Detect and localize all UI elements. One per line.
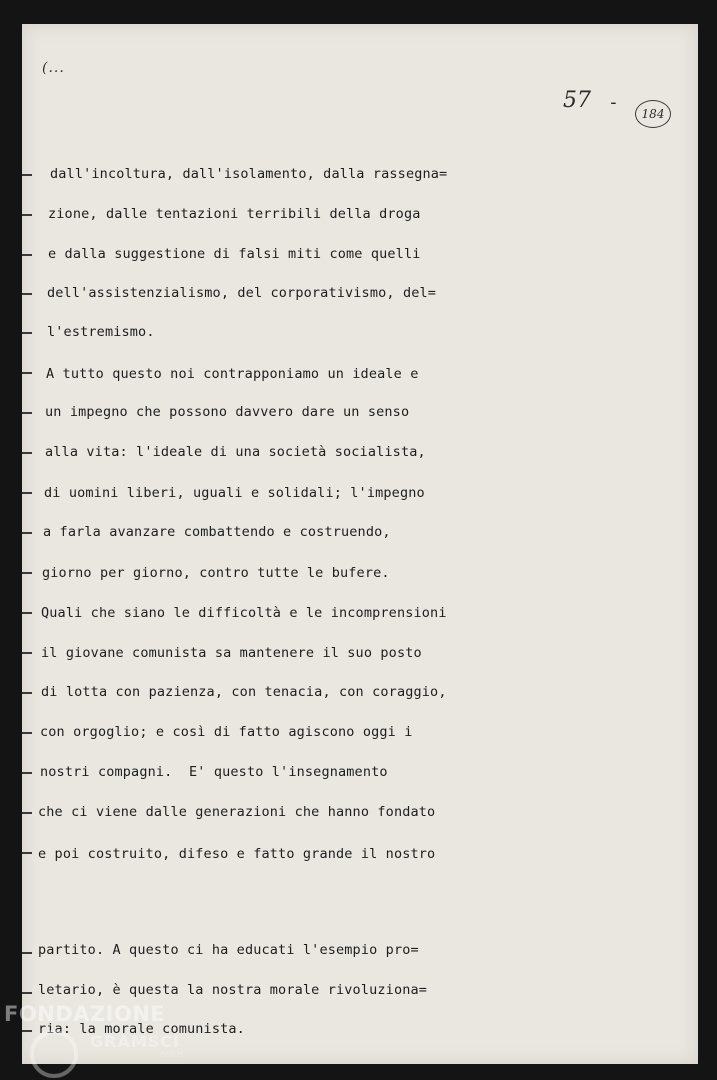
margin-tick [22,532,32,534]
text-line: alla vita: l'ideale di una società socialista, [45,444,426,460]
margin-tick [22,412,32,414]
margin-tick [22,293,32,295]
text-line: ria: la morale comunista. [38,1021,245,1037]
text-line: letario, è questa la nostra morale rivoluziona= [38,982,428,998]
margin-tick [22,452,32,454]
text-line: dall'incoltura, dall'isolamento, dalla rassegna= [50,166,448,182]
text-line: A tutto questo noi contrapponiamo un ideale e [46,366,419,382]
text-line: zione, dalle tentazioni terribili della droga [48,206,421,222]
text-line: e dalla suggestione di falsi miti come quelli [48,246,421,262]
text-line: con orgoglio; e così di fatto agiscono oggi i [40,724,413,740]
margin-tick [22,254,32,256]
text-line: che ci viene dalle generazioni che hanno fondato [38,804,436,820]
watermark-title: FONDAZIONE [4,1002,166,1026]
text-line: partito. A questo ci ha educati l'esempio pro= [38,942,419,958]
text-line: nostri compagni. E' questo l'insegnamento [40,764,388,780]
text-line: e poi costruito, difeso e fatto grande il nostro [38,846,436,862]
archive-number-stamp: 184 [635,100,671,128]
watermark-subtitle: GRAMSCI [90,1032,180,1051]
page-number-dash: - [608,92,619,113]
text-line: a farla avanzare combattendo e costruendo, [43,524,391,540]
page-number: 57 [563,88,591,113]
text-line: un impegno che possono davvero dare un senso [45,404,410,420]
margin-tick [22,812,32,814]
margin-tick [22,692,32,694]
margin-tick [22,732,32,734]
text-line: dell'assistenzialismo, del corporativismo, del= [47,285,437,301]
text-line: di lotta con pazienza, con tenacia, con coraggio, [41,684,447,700]
watermark-logo-icon [30,1030,78,1078]
watermark-suffix: onlus [160,1050,185,1060]
margin-tick [22,852,32,854]
text-line: Quali che siano le difficoltà e le incomprensioni [41,605,447,621]
margin-tick [22,652,32,654]
text-line: giorno per giorno, contro tutte le bufere. [42,565,390,581]
margin-tick [22,174,32,176]
margin-tick [22,372,32,374]
corner-mark: (... [42,60,65,76]
margin-tick [22,214,32,216]
margin-tick [22,772,32,774]
margin-tick [22,952,32,954]
margin-tick [22,1030,32,1032]
margin-tick [22,992,32,994]
margin-tick [22,572,32,574]
margin-tick [22,612,32,614]
margin-tick [22,492,32,494]
text-line: di uomini liberi, uguali e solidali; l'impegno [44,485,425,501]
text-line: il giovane comunista sa mantenere il suo posto [41,645,422,661]
margin-tick [22,332,32,334]
text-line: l'estremismo. [47,324,155,340]
